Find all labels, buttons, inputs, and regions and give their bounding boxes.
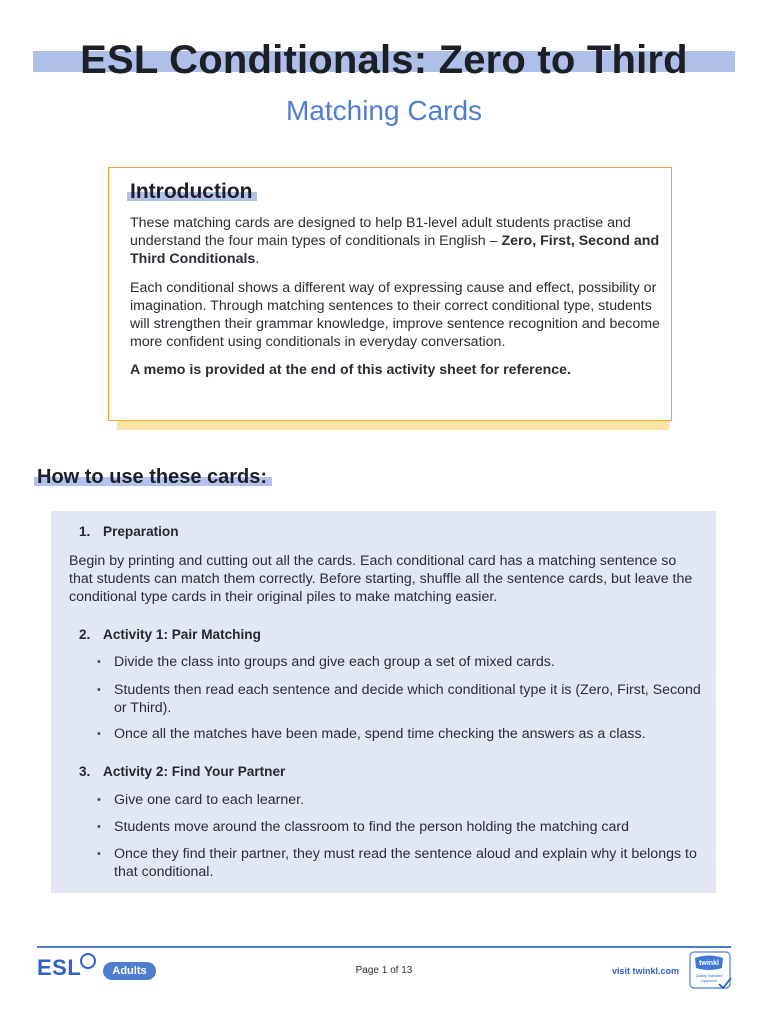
bullet-dot: • [97, 794, 101, 806]
list-item: • Students move around the classroom to find the person holding the matching card [97, 819, 629, 835]
page-subtitle: Matching Cards [285, 95, 483, 126]
list-item: • Divide the class into groups and give each group a set of mixed cards. [97, 654, 555, 670]
bullet-dot: • [97, 684, 101, 696]
twinkl-quality-badge-icon [689, 951, 733, 991]
page-number: Page 1 of 13 [355, 965, 413, 976]
page-title: ESL Conditionals: Zero to Third [80, 38, 688, 82]
svg-text:Approved: Approved [701, 979, 717, 983]
intro-paragraph-1: These matching cards are designed to help B1-level adult students practise and understand the four main types of conditionals in English – Zero, First, Second and Third Conditionals. [130, 215, 660, 268]
footer-divider [37, 946, 731, 948]
bullet-dot: • [97, 821, 101, 833]
intro-paragraph-2: Each conditional shows a different way of expressing cause and effect, possibility or imagination. Through matching sentences to their correct conditional type, students will strengthen their grammar knowledge, improve sentence recognition and become more confident using conditionals in everyday conversation. [130, 279, 660, 351]
bullet-dot: • [97, 656, 101, 668]
list-item: • Students then read each sentence and decide which conditional type it is (Zero, First, Second or Third). [97, 682, 701, 716]
adults-badge: Adults [103, 962, 156, 980]
introduction-box [108, 167, 672, 421]
list-item: • Once all the matches have been made, spend time checking the answers as a class. [97, 726, 646, 742]
step-1-paragraph: Begin by printing and cutting out all the cards. Each conditional card has a matching sentence so that students can match them correctly. Before starting, shuffle all the sentence cards, but leave the conditional type cards in their original piles to make matching easier. [69, 553, 693, 606]
step-3-title: 3. Activity 2: Find Your Partner [79, 764, 286, 779]
visit-link[interactable]: visit twinkl.com [612, 966, 680, 976]
svg-text:Quality Standard: Quality Standard [695, 974, 723, 978]
how-to-heading: How to use these cards: [37, 466, 267, 489]
step-2-title: 2. Activity 1: Pair Matching [79, 627, 261, 642]
bullet-dot: • [97, 728, 101, 740]
list-item: • Once they find their partner, they must read the sentence aloud and explain why it belongs to that conditional. [97, 846, 697, 880]
esl-logo: ESL [37, 955, 82, 980]
introduction-heading: Introduction [130, 180, 252, 204]
bullet-dot: • [97, 848, 101, 860]
memo-note: A memo is provided at the end of this activity sheet for reference. [130, 362, 571, 379]
list-item: • Give one card to each learner. [97, 792, 305, 808]
step-1-title: 1. Preparation [79, 524, 179, 539]
svg-text:twinkl: twinkl [699, 960, 719, 967]
